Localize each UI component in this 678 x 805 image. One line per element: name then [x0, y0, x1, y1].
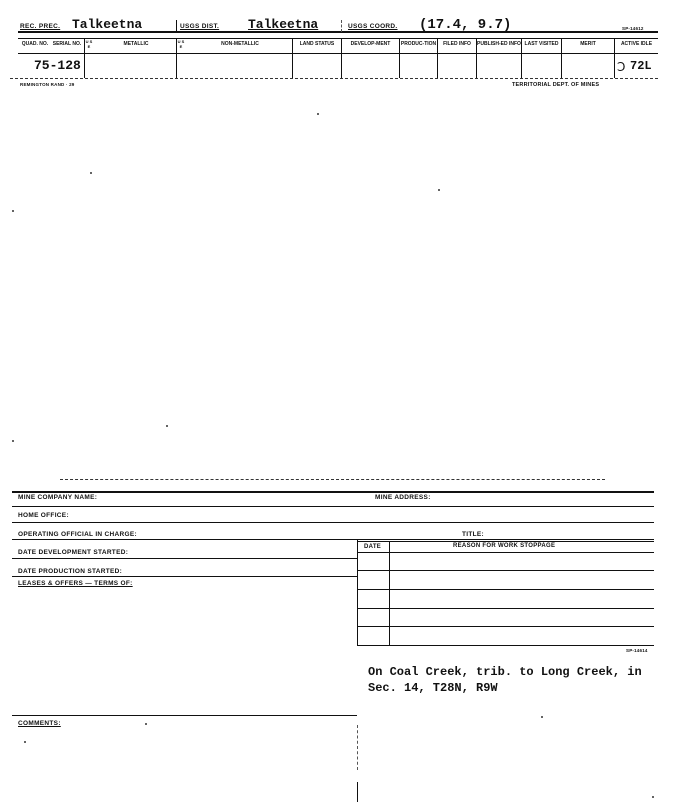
column-header-bottom — [18, 53, 658, 54]
lower-top-border — [12, 491, 654, 493]
stoppage-header-top — [357, 541, 654, 542]
col-active-idle: ACTIVE IDLE — [620, 41, 653, 47]
col-serial-no: SERIAL NO. — [52, 41, 82, 47]
stoppage-row — [357, 626, 654, 627]
usgs-coord-label: USGS COORD. — [348, 23, 398, 30]
stoppage-header-bottom — [357, 552, 654, 553]
mine-company-name-label: MINE COMPANY NAME: — [18, 494, 98, 501]
speck — [652, 796, 654, 798]
stoppage-row — [357, 608, 654, 609]
usgs-dist-label: USGS DIST. — [180, 23, 220, 30]
location-note-line1: On Coal Creek, trib. to Long Creek, in — [368, 665, 642, 679]
lower-tear-line — [60, 479, 605, 480]
footer-right: TERRITORIAL DEPT. OF MINES — [512, 82, 600, 88]
row-line — [12, 558, 357, 559]
operating-official-label: OPERATING OFFICIAL IN CHARGE: — [18, 531, 137, 538]
col-non-metallic: NON-METALLIC — [221, 41, 259, 47]
reason-col-header: REASON FOR WORK STOPPAGE — [453, 543, 556, 549]
date-col-header: DATE — [364, 544, 382, 550]
top-sep-1 — [176, 20, 177, 32]
col-merit: MERIT — [580, 41, 596, 47]
col-land-status: LAND STATUS — [299, 41, 335, 47]
col-metallic: METALLIC — [123, 41, 149, 47]
speck — [12, 440, 14, 442]
speck — [438, 189, 440, 191]
col-use-1: U S E — [85, 39, 93, 49]
lower-right-edge-bottom — [357, 782, 358, 802]
date-development-label: DATE DEVELOPMENT STARTED: — [18, 549, 129, 556]
stoppage-row — [357, 570, 654, 571]
usgs-coord-value: (17.4, 9.7) — [419, 17, 512, 33]
header-divider — [18, 38, 658, 39]
stoppage-date-divider — [389, 541, 390, 646]
speck — [12, 210, 14, 212]
col-development: DEVELOP-MENT — [350, 41, 391, 47]
mine-address-label: MINE ADDRESS: — [375, 494, 431, 501]
title-label: TITLE: — [462, 531, 485, 538]
leases-offers-label: LEASES & OFFERS — TERMS OF: — [18, 580, 133, 587]
speck — [90, 172, 92, 174]
comments-label: COMMENTS: — [18, 720, 61, 727]
col-published-info: PUBLISH-ED INFO — [477, 41, 521, 47]
stoppage-row — [357, 645, 654, 646]
active-idle-value: 72L — [630, 59, 652, 73]
stoppage-left — [357, 539, 358, 646]
col-use-2: U S E — [177, 39, 185, 49]
row-line — [12, 506, 654, 507]
speck — [145, 723, 147, 725]
speck — [24, 741, 26, 743]
col-production: PRODUC-TION — [400, 41, 437, 47]
col-quad-no: QUAD. NO. — [21, 41, 49, 47]
quad-serial-value: 75-128 — [34, 58, 81, 73]
top-sep-2 — [341, 20, 342, 32]
usgs-dist-value: Talkeetna — [248, 17, 319, 32]
comments-top-line — [12, 715, 357, 716]
form-id-top: SP-14612 — [622, 26, 644, 31]
row-line — [12, 576, 357, 577]
form-id-bottom: SP-14614 — [626, 648, 648, 653]
active-mark-icon: Ↄ — [617, 60, 626, 74]
speck — [317, 113, 319, 115]
rec-prec-label: REC. PREC. — [20, 23, 61, 30]
lower-right-edge — [357, 725, 358, 770]
col-last-visited: LAST VISITED — [524, 41, 559, 47]
location-note-line2: Sec. 14, T28N, R9W — [368, 681, 498, 695]
row-line — [12, 522, 654, 523]
date-production-label: DATE PRODUCTION STARTED: — [18, 568, 123, 575]
speck — [541, 716, 543, 718]
stoppage-row — [357, 589, 654, 590]
speck — [166, 425, 168, 427]
rec-prec-value: Talkeetna — [72, 17, 143, 32]
footer-left: REMINGTON RAND · 29 — [20, 82, 75, 87]
col-filed-info: FILED INFO — [443, 41, 471, 47]
home-office-label: HOME OFFICE: — [18, 512, 69, 519]
row-line — [12, 539, 654, 540]
card-tear-line — [10, 78, 658, 79]
